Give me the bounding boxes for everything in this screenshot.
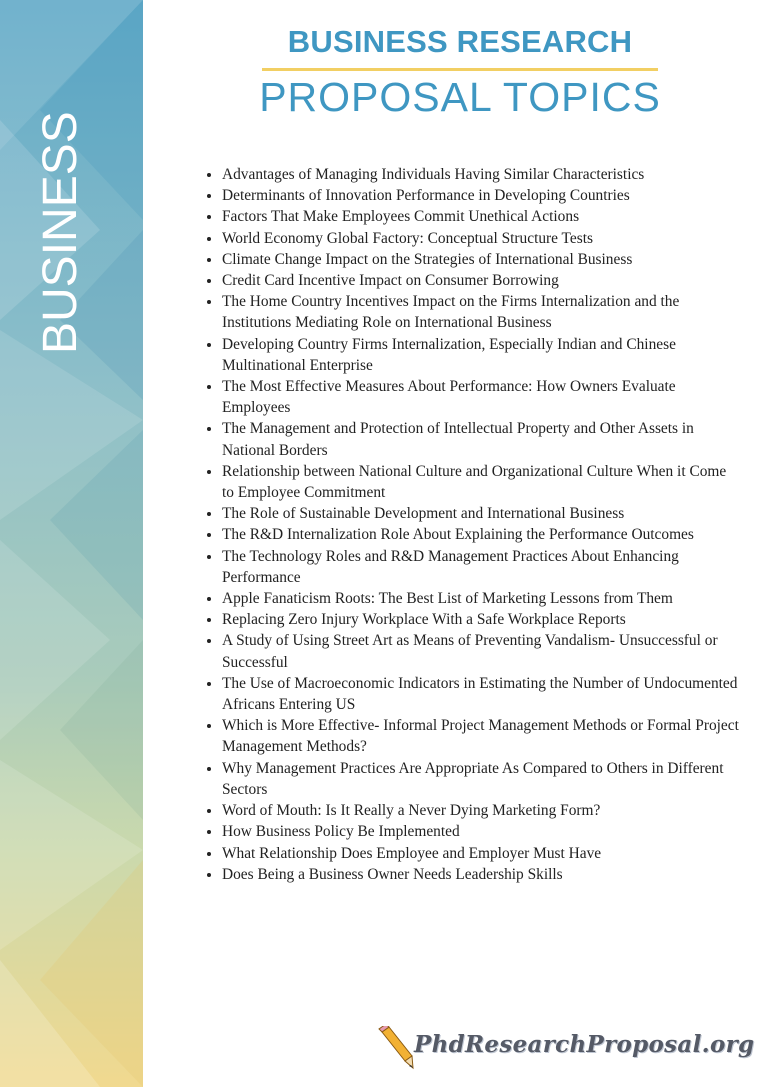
list-item: • What Relationship Does Employee and Employer Must Have bbox=[222, 843, 742, 864]
list-item: • Why Management Practices Are Appropriate As Compared to Others in Different Sectors bbox=[222, 758, 742, 800]
list-item: • The Management and Protection of Intellectual Property and Other Assets in National Borders bbox=[222, 418, 742, 460]
decorative-sidebar bbox=[0, 0, 143, 1087]
page-title-line2: PROPOSAL TOPICS bbox=[259, 74, 661, 120]
list-item: • Determinants of Innovation Performance in Developing Countries bbox=[222, 185, 742, 206]
list-item: • The Use of Macroeconomic Indicators in Estimating the Number of Undocumented Africans Entering US bbox=[222, 673, 742, 715]
list-item: • Factors That Make Employees Commit Unethical Actions bbox=[222, 206, 742, 227]
list-item: • Advantages of Managing Individuals Having Similar Characteristics bbox=[222, 164, 742, 185]
list-item: • World Economy Global Factory: Conceptual Structure Tests bbox=[222, 228, 742, 249]
list-item: • Developing Country Firms Internalization, Especially Indian and Chinese Multinational Enterprise bbox=[222, 334, 742, 376]
list-item: • The Technology Roles and R&D Management Practices About Enhancing Performance bbox=[222, 546, 742, 588]
list-item: • How Business Policy Be Implemented bbox=[222, 821, 742, 842]
list-item: • Relationship between National Culture and Organizational Culture When it Come to Employee Commitment bbox=[222, 461, 742, 503]
list-item: • A Study of Using Street Art as Means of Preventing Vandalism- Unsuccessful or Successful bbox=[222, 630, 742, 672]
pencil-icon bbox=[378, 1026, 414, 1070]
title-divider bbox=[262, 68, 658, 71]
list-item: • Replacing Zero Injury Workplace With a Safe Workplace Reports bbox=[222, 609, 742, 630]
sidebar-vertical-title: BUSINESS bbox=[34, 111, 87, 354]
list-item: • Climate Change Impact on the Strategies of International Business bbox=[222, 249, 742, 270]
list-item: • Credit Card Incentive Impact on Consumer Borrowing bbox=[222, 270, 742, 291]
site-logo bbox=[378, 1022, 755, 1072]
list-item: • The R&D Internalization Role About Explaining the Performance Outcomes bbox=[222, 524, 742, 545]
logo-text: PhdResearchProposal.org bbox=[414, 1031, 755, 1058]
list-item: • The Home Country Incentives Impact on the Firms Internalization and the Institutions Mediating Role on International Business bbox=[222, 291, 742, 333]
topic-list bbox=[200, 164, 742, 885]
list-item: • Word of Mouth: Is It Really a Never Dying Marketing Form? bbox=[222, 800, 742, 821]
page-title-line1: BUSINESS RESEARCH bbox=[287, 24, 633, 59]
list-item: • Does Being a Business Owner Needs Leadership Skills bbox=[222, 864, 742, 885]
list-item: • The Role of Sustainable Development and International Business bbox=[222, 503, 742, 524]
list-item: • Apple Fanaticism Roots: The Best List of Marketing Lessons from Them bbox=[222, 588, 742, 609]
list-item: • The Most Effective Measures About Performance: How Owners Evaluate Employees bbox=[222, 376, 742, 418]
list-item: • Which is More Effective- Informal Project Management Methods or Formal Project Management Methods? bbox=[222, 715, 742, 757]
